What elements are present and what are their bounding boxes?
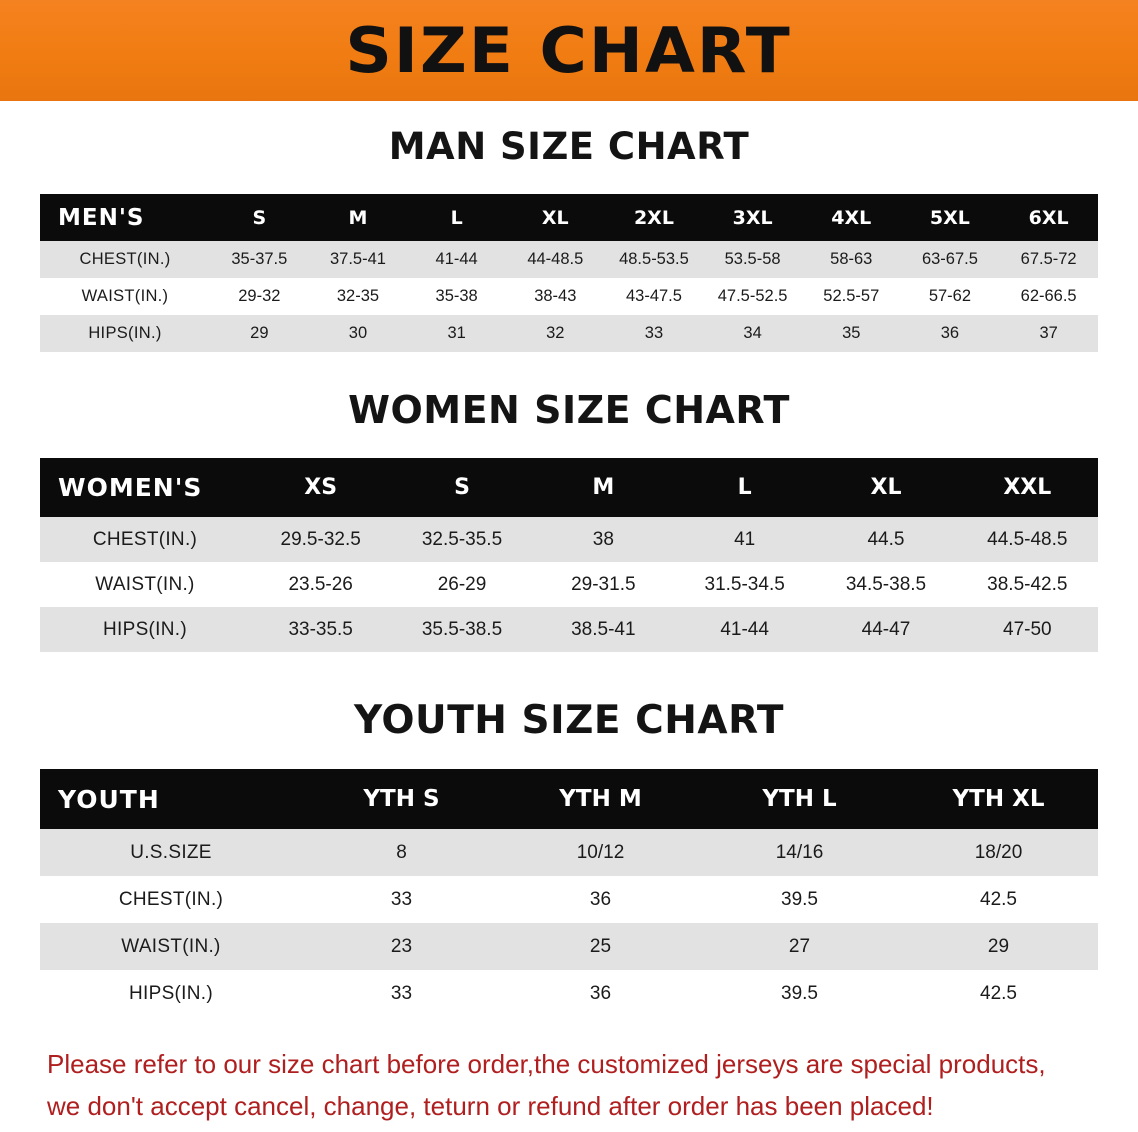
man-size-col-3: XL [506,194,605,241]
youth-section-heading: YOUTH SIZE CHART [354,698,784,743]
page-banner [0,0,1138,101]
youth-size-col-3: YTH XL [899,769,1098,829]
women-row-label-1: WAIST(IN.) [40,562,250,607]
women-cell-1-2: 29-31.5 [533,562,674,607]
man-size-table [40,194,1098,352]
women-header-label: WOMEN'S [40,458,250,517]
table-row [40,923,1098,970]
man-cell-1-5: 47.5-52.5 [703,278,802,315]
man-cell-0-7: 63-67.5 [901,241,1000,278]
youth-cell-0-3: 18/20 [899,829,1098,876]
table-row [40,315,1098,352]
women-cell-2-5: 47-50 [957,607,1098,652]
policy-note-line-1: Please refer to our size chart before order,the customized jerseys are special products, [47,1049,1046,1079]
women-section-heading: WOMEN SIZE CHART [348,388,790,432]
youth-size-col-2: YTH L [700,769,899,829]
table-row [40,278,1098,315]
youth-cell-0-0: 8 [302,829,501,876]
man-size-col-0: S [210,194,309,241]
man-cell-1-1: 32-35 [309,278,408,315]
man-cell-0-8: 67.5-72 [999,241,1098,278]
youth-size-col-0: YTH S [302,769,501,829]
man-size-table-wrap [40,194,1098,352]
man-cell-1-0: 29-32 [210,278,309,315]
youth-size-table [40,769,1098,1017]
man-cell-1-3: 38-43 [506,278,605,315]
man-cell-2-3: 32 [506,315,605,352]
women-cell-0-2: 38 [533,517,674,562]
table-row [40,607,1098,652]
man-row-label-0: CHEST(IN.) [40,241,210,278]
man-cell-0-5: 53.5-58 [703,241,802,278]
man-cell-0-0: 35-37.5 [210,241,309,278]
youth-row-label-1: CHEST(IN.) [40,876,302,923]
man-cell-2-0: 29 [210,315,309,352]
man-cell-1-6: 52.5-57 [802,278,901,315]
youth-cell-1-1: 36 [501,876,700,923]
man-cell-1-4: 43-47.5 [605,278,704,315]
man-cell-1-7: 57-62 [901,278,1000,315]
youth-row-label-0: U.S.SIZE [40,829,302,876]
women-size-col-5: XXL [957,458,1098,517]
women-cell-2-0: 33-35.5 [250,607,391,652]
women-cell-1-4: 34.5-38.5 [815,562,956,607]
women-cell-2-3: 41-44 [674,607,815,652]
youth-cell-1-2: 39.5 [700,876,899,923]
man-cell-2-4: 33 [605,315,704,352]
man-cell-2-5: 34 [703,315,802,352]
youth-cell-1-0: 33 [302,876,501,923]
man-cell-2-7: 36 [901,315,1000,352]
women-size-col-1: S [391,458,532,517]
table-header-row [40,194,1098,241]
youth-cell-1-3: 42.5 [899,876,1098,923]
women-cell-0-4: 44.5 [815,517,956,562]
man-size-col-5: 3XL [703,194,802,241]
youth-size-table-wrap [40,769,1098,1017]
man-size-col-8: 6XL [999,194,1098,241]
table-row [40,876,1098,923]
man-size-col-1: M [309,194,408,241]
women-size-table [40,458,1098,652]
man-cell-2-1: 30 [309,315,408,352]
man-cell-0-2: 41-44 [407,241,506,278]
youth-cell-2-2: 27 [700,923,899,970]
youth-cell-2-0: 23 [302,923,501,970]
youth-cell-3-0: 33 [302,970,501,1017]
table-row [40,829,1098,876]
man-size-col-7: 5XL [901,194,1000,241]
women-row-label-2: HIPS(IN.) [40,607,250,652]
man-size-col-4: 2XL [605,194,704,241]
table-row [40,562,1098,607]
women-cell-0-0: 29.5-32.5 [250,517,391,562]
table-row [40,517,1098,562]
man-cell-2-6: 35 [802,315,901,352]
youth-cell-2-1: 25 [501,923,700,970]
youth-cell-0-1: 10/12 [501,829,700,876]
man-cell-0-1: 37.5-41 [309,241,408,278]
youth-cell-0-2: 14/16 [700,829,899,876]
women-cell-1-3: 31.5-34.5 [674,562,815,607]
man-size-col-2: L [407,194,506,241]
women-size-table-wrap [40,458,1098,652]
women-cell-2-1: 35.5-38.5 [391,607,532,652]
table-header-row [40,769,1098,829]
youth-cell-3-1: 36 [501,970,700,1017]
man-row-label-2: HIPS(IN.) [40,315,210,352]
man-cell-1-2: 35-38 [407,278,506,315]
women-cell-0-1: 32.5-35.5 [391,517,532,562]
policy-note [41,1043,1097,1127]
women-cell-2-4: 44-47 [815,607,956,652]
women-cell-0-5: 44.5-48.5 [957,517,1098,562]
man-section-heading: MAN SIZE CHART [388,125,750,168]
women-row-label-0: CHEST(IN.) [40,517,250,562]
man-header-label: MEN'S [40,194,210,241]
youth-cell-3-3: 42.5 [899,970,1098,1017]
youth-cell-2-3: 29 [899,923,1098,970]
man-cell-0-6: 58-63 [802,241,901,278]
man-cell-0-3: 44-48.5 [506,241,605,278]
page-title: SIZE CHART [345,13,793,87]
women-cell-1-0: 23.5-26 [250,562,391,607]
man-row-label-1: WAIST(IN.) [40,278,210,315]
man-cell-0-4: 48.5-53.5 [605,241,704,278]
man-cell-1-8: 62-66.5 [999,278,1098,315]
youth-header-label: YOUTH [40,769,302,829]
policy-note-line-2: we don't accept cancel, change, teturn or refund after order has been placed! [47,1091,934,1122]
youth-size-col-1: YTH M [501,769,700,829]
man-cell-2-2: 31 [407,315,506,352]
youth-cell-3-2: 39.5 [700,970,899,1017]
women-size-col-3: L [674,458,815,517]
women-size-col-4: XL [815,458,956,517]
table-row [40,241,1098,278]
women-cell-1-5: 38.5-42.5 [957,562,1098,607]
women-cell-0-3: 41 [674,517,815,562]
women-cell-2-2: 38.5-41 [533,607,674,652]
man-size-col-6: 4XL [802,194,901,241]
youth-row-label-2: WAIST(IN.) [40,923,302,970]
women-cell-1-1: 26-29 [391,562,532,607]
table-header-row [40,458,1098,517]
women-size-col-2: M [533,458,674,517]
women-size-col-0: XS [250,458,391,517]
table-row [40,970,1098,1017]
man-cell-2-8: 37 [999,315,1098,352]
youth-row-label-3: HIPS(IN.) [40,970,302,1017]
